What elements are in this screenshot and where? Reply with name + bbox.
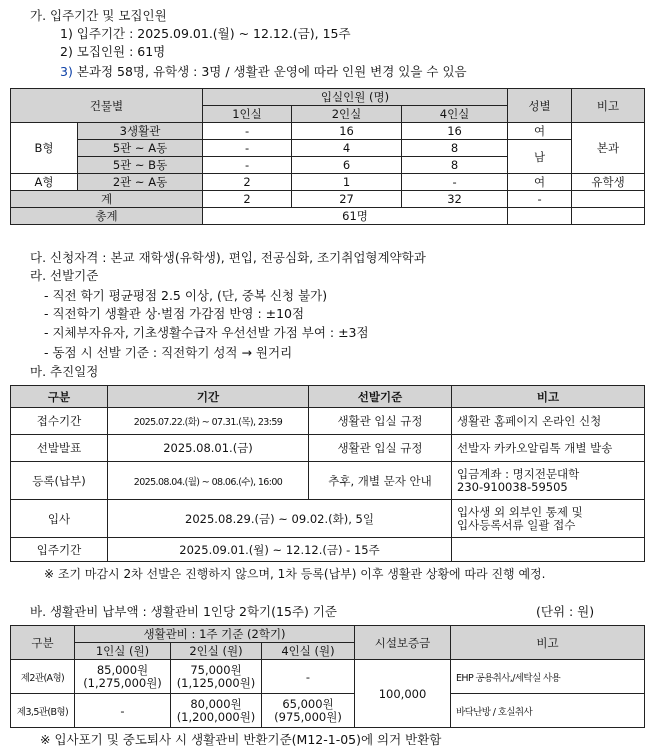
cell: -	[203, 140, 292, 157]
gender: 여	[508, 123, 572, 140]
header-period: 기간	[108, 386, 309, 408]
category: 접수기간	[11, 408, 108, 435]
header-gubun: 구분	[11, 626, 75, 660]
bank-account-name: 입금계좌 : 명지전문대학	[457, 466, 580, 481]
criteria: 생활관 입실 규정	[309, 408, 452, 435]
cell: 2	[203, 174, 292, 191]
fee-table	[10, 625, 645, 728]
category: 선발발표	[11, 435, 108, 462]
header-capacity: 입실인원 (명)	[203, 89, 508, 106]
category: 입주기간	[11, 538, 108, 562]
header-double: 2인실	[292, 106, 402, 123]
gender: 남	[508, 140, 572, 174]
criteria-merit: - 직전학기 생활관 상·벌점 가감점 반영 : ±10점	[44, 306, 305, 321]
remark-line: 입사생 외 외부인 통제 및	[457, 504, 583, 519]
remark: 생활관 홈페이지 온라인 신청	[452, 408, 645, 435]
header-single: 1인실	[203, 106, 292, 123]
cell: 8	[402, 157, 508, 174]
building: 2관 ~ A동	[78, 174, 203, 191]
cell: 1	[292, 174, 402, 191]
schedule-note: ※ 조기 마감시 2차 선발은 진행하지 않으며, 1차 등록(납부) 이후 생활관 상황에 따라 진행 예정.	[44, 567, 546, 581]
table-row	[11, 140, 645, 157]
remark: EHP 공용취사,/세탁실 사용	[451, 660, 645, 694]
list-number: 3)	[60, 64, 73, 79]
cell: 16	[292, 123, 402, 140]
fee-weekly: 85,000원	[96, 662, 149, 677]
composition-note: 3) 본과정 58명, 유학생 : 3명 / 생활관 운영에 따라 인원 변경 있을 수 있음	[60, 64, 467, 79]
fee-double	[171, 694, 262, 728]
header-double: 2인실 (원)	[171, 643, 262, 660]
category: 등록(납부)	[11, 462, 108, 500]
fee-quad	[262, 694, 355, 728]
header-gender: 성별	[508, 89, 572, 123]
type-b: B형	[11, 123, 78, 174]
table-row	[11, 123, 645, 140]
criteria: 생활관 입실 규정	[309, 435, 452, 462]
period: 2025.08.01.(금)	[108, 435, 309, 462]
period: 2025.08.29.(금) ~ 09.02.(화), 5일	[108, 500, 452, 538]
fee-single: -	[75, 694, 171, 728]
period: 2025.09.01.(월) ~ 12.12.(금) - 15주	[108, 538, 452, 562]
remark	[452, 500, 645, 538]
table-row	[11, 500, 645, 538]
total-label: 총계	[11, 208, 203, 225]
remark: 바닥난방 / 호실취사	[451, 694, 645, 728]
building-label: 제3,5관(B형)	[11, 694, 75, 728]
type-a: A형	[11, 174, 78, 191]
remark	[452, 462, 645, 500]
period: 2025.07.22.(화) ~ 07.31.(목), 23:59	[108, 408, 309, 435]
cell: 27	[292, 191, 402, 208]
section-heading-ga: 가. 입주기간 및 모집인원	[30, 8, 167, 23]
remark: 선발자 카카오알림톡 개별 발송	[452, 435, 645, 462]
unit-label: (단위 : 원)	[536, 604, 595, 619]
header-single: 1인실 (원)	[75, 643, 171, 660]
table-row	[11, 660, 645, 694]
building-label: 제2관(A형)	[11, 660, 75, 694]
fee-weekly: 75,000원	[190, 662, 242, 677]
bank-account-number: 230-910038-59505	[457, 479, 568, 494]
header-building: 건물별	[11, 89, 203, 123]
table-row	[11, 435, 645, 462]
section-heading-ra: 라. 선발기준	[30, 268, 99, 283]
fee-total: (975,000원)	[274, 709, 342, 724]
cell: -	[203, 157, 292, 174]
fee-single	[75, 660, 171, 694]
fee-total: (1,200,000원)	[176, 709, 256, 724]
cell: 6	[292, 157, 402, 174]
table-row	[11, 174, 645, 191]
table-row	[11, 408, 645, 435]
deposit-value: 100,000	[355, 660, 451, 728]
header-category: 구분	[11, 386, 108, 408]
table-row	[11, 538, 645, 562]
note-main-course: 본과	[572, 123, 645, 174]
criteria-tie: - 동점 시 선발 기준 : 직전학기 성적 → 원거리	[44, 345, 293, 360]
criteria-gpa: - 직전 학기 평균평점 2.5 이상, (단, 중복 신청 불가)	[44, 288, 328, 303]
category: 입사	[11, 500, 108, 538]
cell: 2	[203, 191, 292, 208]
fee-quad: -	[262, 660, 355, 694]
header-quad: 4인실 (원)	[262, 643, 355, 660]
fee-double	[171, 660, 262, 694]
header-note: 비고	[451, 626, 645, 660]
cell: -	[203, 123, 292, 140]
total-row	[11, 208, 645, 225]
table-row	[11, 694, 645, 728]
remark	[452, 538, 645, 562]
criteria-priority: - 지체부자유자, 기초생활수급자 우선선발 가점 부여 : ±3점	[44, 325, 369, 340]
header-deposit: 시설보증금	[355, 626, 451, 660]
move-in-period: 1) 입주기간 : 2025.09.01.(월) ~ 12.12.(금), 15주	[60, 26, 351, 41]
section-heading-ma: 마. 추진일정	[30, 364, 99, 379]
fee-total: (1,125,000원)	[176, 675, 256, 690]
table-row	[11, 462, 645, 500]
period: 2025.08.04.(월) ~ 08.06.(수), 16:00	[108, 462, 309, 500]
subtotal-label: 계	[11, 191, 203, 208]
fee-weekly: 80,000원	[190, 696, 242, 711]
header-note: 비고	[572, 89, 645, 123]
cell: 16	[402, 123, 508, 140]
capacity-table	[10, 88, 645, 225]
cell: -	[508, 191, 572, 208]
recruit-count: 2) 모집인원 : 61명	[60, 44, 166, 59]
schedule-table	[10, 385, 645, 562]
header-fee: 생활관비 : 1주 기준 (2학기)	[75, 626, 355, 643]
criteria: 추후, 개별 문자 안내	[309, 462, 452, 500]
note-international: 유학생	[572, 174, 645, 191]
refund-note: ※ 입사포기 및 중도퇴사 시 생활관비 반환기준(M12-1-05)에 의거 반환함	[40, 732, 442, 747]
total-value: 61명	[203, 208, 508, 225]
cell: -	[402, 174, 508, 191]
fee-total: (1,275,000원)	[83, 675, 162, 690]
subtotal-row	[11, 191, 645, 208]
cell: 4	[292, 140, 402, 157]
cell: 8	[402, 140, 508, 157]
cell	[572, 191, 645, 208]
section-heading-ba: 바. 생활관비 납부액 : 생활관비 1인당 2학기(15주) 기준	[30, 604, 337, 619]
cell: 32	[402, 191, 508, 208]
header-remark: 비고	[452, 386, 645, 408]
cell	[572, 208, 645, 225]
header-criteria: 선발기준	[309, 386, 452, 408]
building: 5관 ~ B동	[78, 157, 203, 174]
building: 5관 ~ A동	[78, 140, 203, 157]
header-quad: 4인실	[402, 106, 508, 123]
cell	[508, 208, 572, 225]
building: 3생활관	[78, 123, 203, 140]
fee-weekly: 65,000원	[282, 696, 334, 711]
eligibility: 다. 신청자격 : 본교 재학생(유학생), 편입, 전공심화, 조기취업형계약학과	[30, 250, 426, 265]
remark-line: 입사등록서류 일괄 접수	[457, 517, 576, 532]
gender: 여	[508, 174, 572, 191]
